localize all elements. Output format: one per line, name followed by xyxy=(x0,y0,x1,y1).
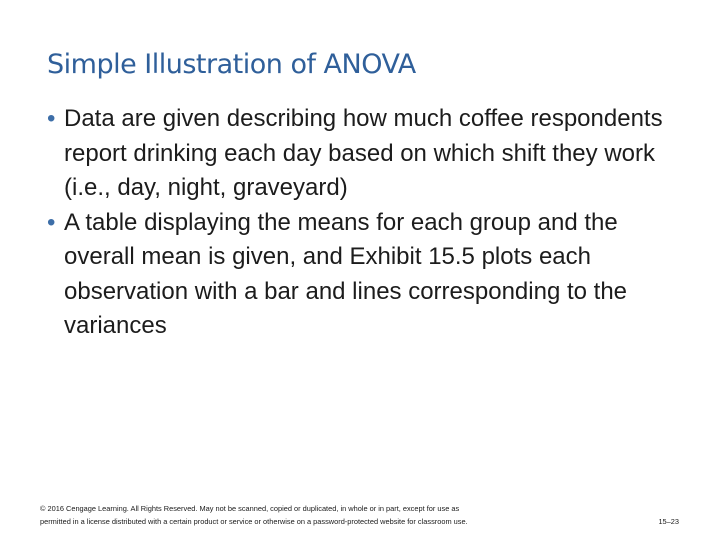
bullet-text: Data are given describing how much coffee respondents report drinking each day based on which shift they work (i.e., day, night, graveyard) xyxy=(64,105,663,201)
slide-title: Simple Illustration of ANOVA xyxy=(47,49,416,80)
bullet-marker: • xyxy=(47,208,56,236)
bullet-marker: • xyxy=(47,105,56,132)
bullet-item xyxy=(45,102,685,206)
bullet-item xyxy=(45,206,685,344)
bullet-list xyxy=(45,102,685,344)
bullet-text: A table displaying the means for each group and the overall mean is given, and Exhibit 15.5 plots each observation with a bar and lines corresponding to the variances xyxy=(64,208,628,339)
copyright-footer: © 2016 Cengage Learning. All Rights Reserved. May not be scanned, copied or duplicated, in whole or in part, except for use as permitted in a license distributed with a certain product or service or otherwise on a password-protected website for classroom use. xyxy=(40,504,468,526)
page-number: 15–23 xyxy=(658,517,679,526)
